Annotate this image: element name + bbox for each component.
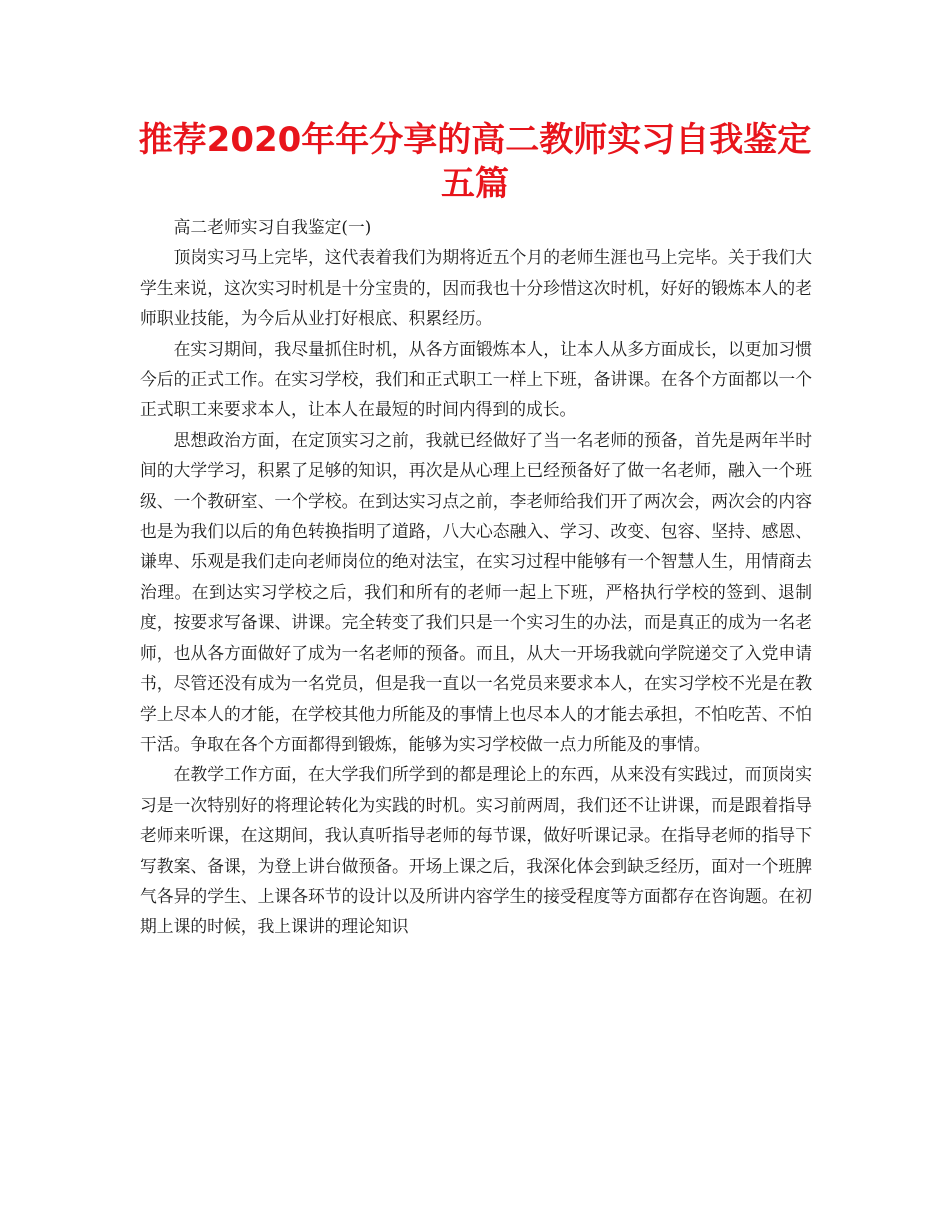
paragraph-4: 在教学工作方面，在大学我们所学到的都是理论上的东西，从来没有实践过，而顶岗实习是一次特别好的将理论转化为实践的时机。实习前两周，我们还不让讲课，而是跟着指导老师来听课，在这期间，我认真听指导老师的每节课，做好听课记录。在指导老师的指导下写教案、备课，为登上讲台做预备。开场上课之后，我深化体会到缺乏经历，面对一个班脾气各异的学生、上课各环节的设计以及所讲内容学生的接受程度等方面都存在咨询题。在初期上课的时候，我上课讲的理论知识 bbox=[140, 764, 812, 937]
document-body bbox=[140, 212, 812, 942]
section-subtitle: 高二老师实习自我鉴定(一) bbox=[173, 217, 372, 237]
paragraph-1: 顶岗实习马上完毕，这代表着我们为期将近五个月的老师生涯也马上完毕。关于我们大学生来说，这次实习时机是十分宝贵的，因而我也十分珍惜这次时机，好好的锻炼本人的老师职业技能，为今后从业打好根底、积累经历。 bbox=[140, 247, 812, 329]
paragraph-3: 思想政治方面，在定顶实习之前，我就已经做好了当一名老师的预备，首先是两年半时间的大学学习，积累了足够的知识，再次是从心理上已经预备好了做一名老师，融入一个班级、一个教研室、一个学校。在到达实习点之前，李老师给我们开了两次会，两次会的内容也是为我们以后的角色转换指明了道路，八大心态融入、学习、改变、包容、坚持、感恩、谦卑、乐观是我们走向老师岗位的绝对法宝，在实习过程中能够有一个智慧人生，用情商去治理。在到达实习学校之后，我们和所有的老师一起上下班，严格执行学校的签到、退制度，按要求写备课、讲课。完全转变了我们只是一个实习生的办法，而是真正的成为一名老师，也从各方面做好了成为一名老师的预备。而且，从大一开场我就向学院递交了入党申请书，尽管还没有成为一名党员，但是我一直以一名党员来要求本人，在实习学校不光是在教学上尽本人的才能，在学校其他力所能及的事情上也尽本人的才能去承担，不怕吃苦、不怕干活。争取在各个方面都得到锻炼，能够为实习学校做一点力所能及的事情。 bbox=[140, 429, 812, 754]
paragraph-2: 在实习期间，我尽量抓住时机，从各方面锻炼本人，让本人从多方面成长，以更加习惯今后的正式工作。在实习学校，我们和正式职工一样上下班，备讲课。在各个方面都以一个正式职工来要求本人，让本人在最短的时间内得到的成长。 bbox=[140, 338, 812, 420]
document-title: 推荐2020年年分享的高二教师实习自我鉴定五篇 bbox=[138, 120, 812, 204]
